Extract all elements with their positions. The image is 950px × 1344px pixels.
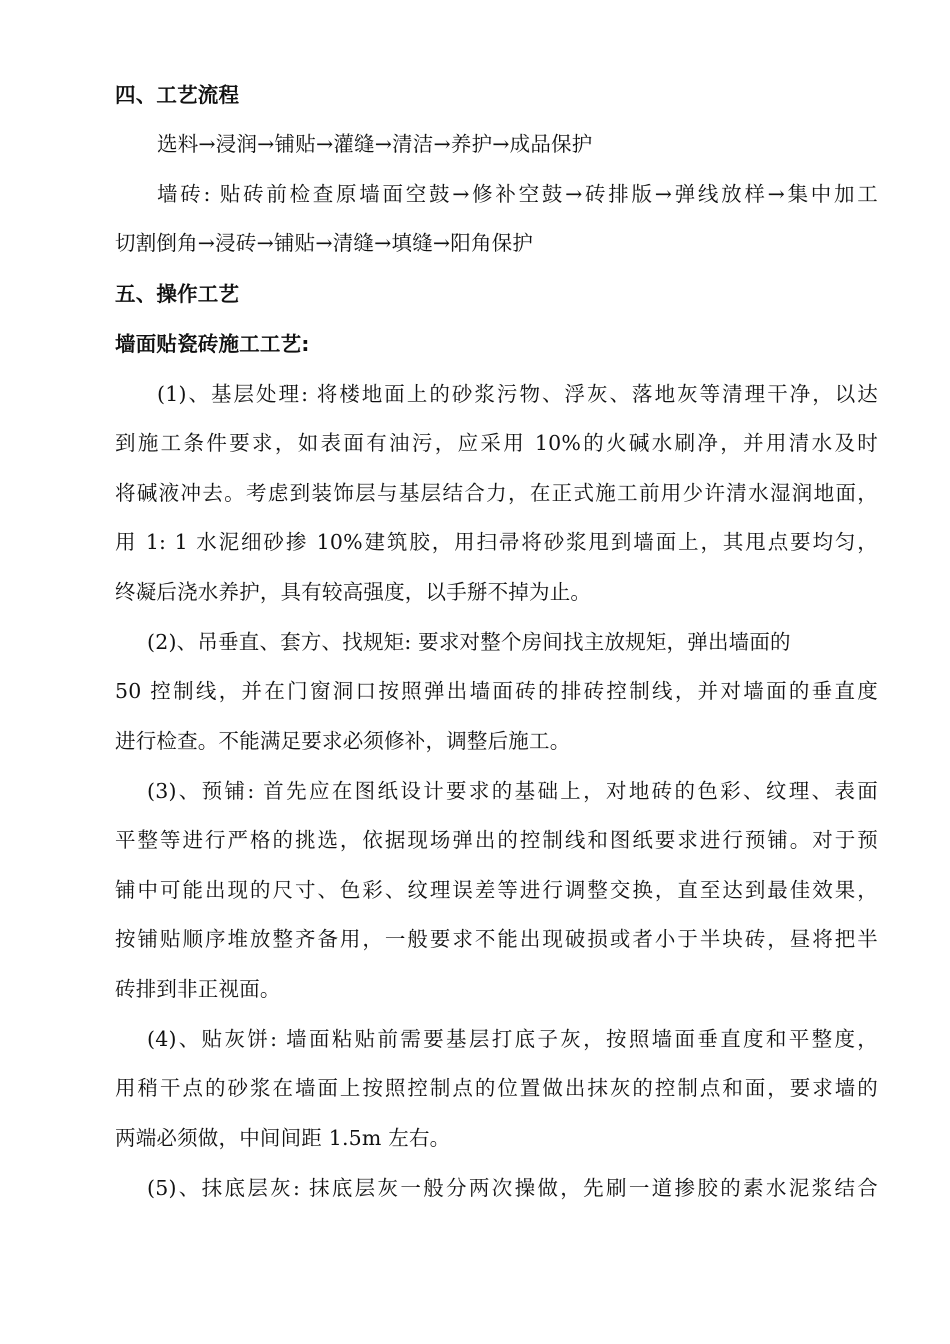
paragraph-2-line: (2)、吊垂直、套方、找规矩: 要求对整个房间找主放规矩，弹出墙面的 [147,630,791,654]
section-4-title: 四、工艺流程 [115,83,240,107]
paragraph-1-line: 到施工条件要求，如表面有油污，应采用 10%的火碱水刷净，并用清水及时 [115,431,878,455]
paragraph-2-line: 50 控制线，并在门窗洞口按照弹出墙面砖的排砖控制线，并对墙面的垂直度 [115,679,878,703]
paragraph-4-line: (4)、贴灰饼: 墙面粘贴前需要基层打底子灰，按照墙面垂直度和平整度， [147,1027,878,1051]
paragraph-3-line: (3)、预铺: 首先应在图纸设计要求的基础上，对地砖的色彩、纹理、表面 [147,779,878,803]
section-5-title: 五、操作工艺 [115,282,240,306]
section-4-flow-2-line-1: 墙砖: 贴砖前检查原墙面空鼓→修补空鼓→砖排版→弹线放样→集中加工 [157,182,878,206]
paragraph-1-line: 将碱液冲去。考虑到装饰层与基层结合力，在正式施工前用少许清水湿润地面， [115,481,878,505]
paragraph-4-line: 用稍干点的砂浆在墙面上按照控制点的位置做出抹灰的控制点和面，要求墙的 [115,1076,878,1100]
paragraph-2-line: 进行检查。不能满足要求必须修补，调整后施工。 [115,729,571,753]
section-4-flow-1: 选料→浸润→铺贴→灌缝→清洁→养护→成品保护 [157,132,593,156]
paragraph-1-line: 终凝后浇水养护，具有较高强度，以手掰不掉为止。 [115,580,592,604]
paragraph-3-line: 按铺贴顺序堆放整齐备用，一般要求不能出现破损或者小于半块砖，昼将把半 [115,927,878,951]
paragraph-3-line: 铺中可能出现的尺寸、色彩、纹理误差等进行调整交换，直至达到最佳效果， [115,878,878,902]
paragraph-4-line: 两端必须做，中间间距 1.5m 左右。 [115,1126,451,1150]
paragraph-1-line: 用 1: 1 水泥细砂掺 10%建筑胶，用扫帚将砂浆甩到墙面上，其甩点要均匀， [115,530,878,554]
paragraph-1-line: (1)、基层处理: 将楼地面上的砂浆污物、浮灰、落地灰等清理干净，以达 [157,382,878,406]
paragraph-3-line: 砖排到非正视面。 [115,977,281,1001]
section-5-subtitle: 墙面贴瓷砖施工工艺: [115,332,310,356]
paragraph-3-line: 平整等进行严格的挑选，依据现场弹出的控制线和图纸要求进行预铺。对于预 [115,828,878,852]
paragraph-5-line: (5)、抹底层灰: 抹底层灰一般分两次操做，先刷一道掺胶的素水泥浆结合 [147,1176,878,1200]
section-4-flow-2-line-2: 切割倒角→浸砖→铺贴→清缝→填缝→阳角保护 [115,231,534,255]
